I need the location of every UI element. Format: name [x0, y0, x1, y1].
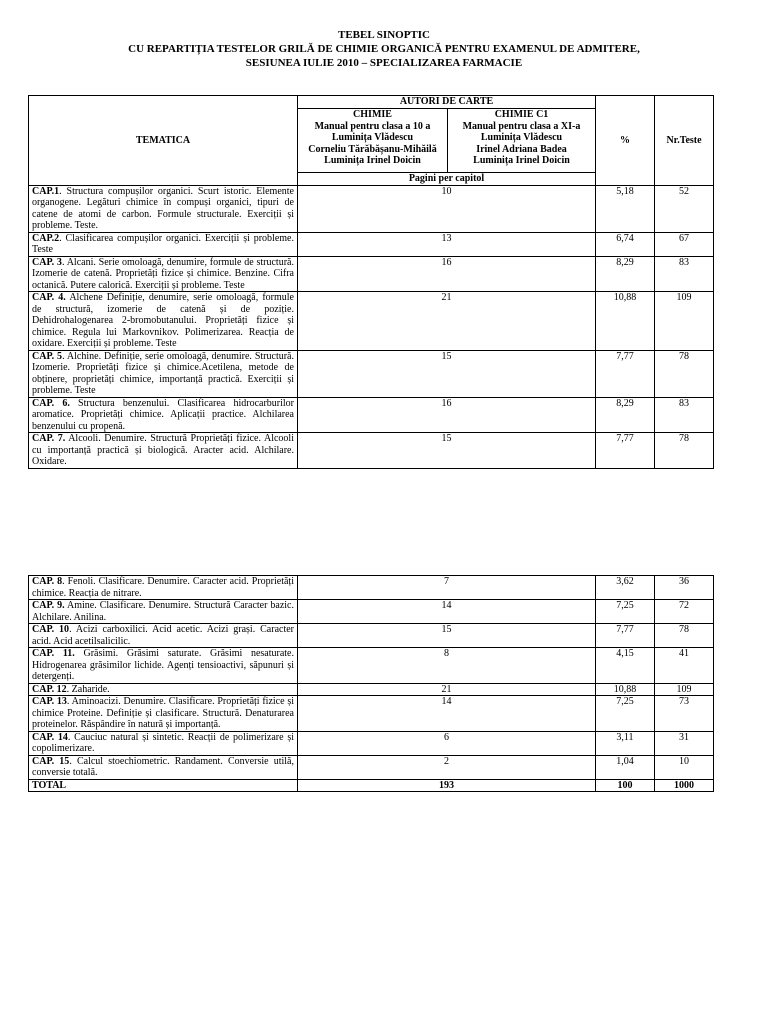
chapter-percent: 1,04	[596, 755, 655, 779]
table-row	[29, 731, 714, 755]
table-row	[29, 256, 714, 292]
chapter-description: . Aminoacizi. Denumire. Clasificare. Proprietăți fizice și chimice Proteine. Definiție și clasificare. Structură. Denaturarea proteinelor. Răspândire în natură și importanță.	[32, 696, 294, 730]
chapter-topic	[29, 256, 298, 292]
table-row	[29, 696, 714, 732]
chapter-topic	[29, 755, 298, 779]
chapter-description: Grăsimi. Grăsimi saturate. Grăsimi nesaturate. Hidrogenarea grăsimilor lichide. Agenți tensioactivi, săpunuri și detergenți.	[32, 648, 294, 682]
header-book-1	[298, 109, 448, 173]
chapter-percent: 8,29	[596, 256, 655, 292]
chapter-percent: 7,77	[596, 624, 655, 648]
book2-title: CHIMIE C1	[494, 109, 549, 120]
chapter-number: CAP. 9.	[32, 600, 65, 611]
table-row	[29, 648, 714, 684]
chapter-pages: 8	[298, 648, 596, 684]
chapter-tests: 109	[655, 292, 714, 351]
table-row	[29, 350, 714, 397]
table-row	[29, 683, 714, 696]
book1-author-2: Corneliu Tărăbășanu-Mihăilă	[308, 143, 437, 155]
chapter-number: CAP. 10	[32, 624, 70, 635]
total-label: TOTAL	[29, 779, 298, 792]
table-row	[29, 292, 714, 351]
chapter-description: Alchene Definiție, denumire, serie omoloagă, formule de structură, izomerie de catenă și de poziție. Dehidrohalogenarea 2-bromobutanului. Proprietăți fizice și chimice. Regula lui Markovnikov. Polimerizarea. Reacția de oxidare. Exerciții și probleme. Teste	[32, 292, 294, 349]
chapter-description: . Cauciuc natural și sintetic. Reacții de polimerizare și copolimerizare.	[32, 731, 294, 754]
chapter-topic	[29, 350, 298, 397]
chapter-number: CAP. 6.	[32, 397, 70, 409]
chapter-description: . Fenoli. Clasificare. Denumire. Caracter acid. Proprietăți chimice. Reacția de nitrare.	[32, 576, 294, 599]
chapter-tests: 73	[655, 696, 714, 732]
title-line-1: TEBEL SINOPTIC	[337, 29, 430, 41]
chapter-pages: 15	[298, 350, 596, 397]
chapter-pages: 15	[298, 433, 596, 469]
chapter-tests: 67	[655, 232, 714, 256]
chapter-pages: 14	[298, 600, 596, 624]
chapter-description: Amine. Clasificare. Denumire. Structură Caracter bazic. Alchilare. Anilina.	[32, 600, 294, 623]
table-row	[29, 576, 714, 600]
table-row	[29, 397, 714, 433]
chapter-number: CAP. 11.	[32, 648, 75, 659]
total-percent: 100	[596, 779, 655, 792]
chapter-topic	[29, 185, 298, 232]
book2-subtitle: Manual pentru clasa a XI-a	[462, 120, 581, 132]
table-row	[29, 433, 714, 469]
chapter-tests: 109	[655, 683, 714, 696]
chapter-description: Alcooli. Denumire. Structură Proprietăți fizice. Alcooli cu importanță practică și biologică. Aracter acid. Alchilare. Oxidare.	[32, 433, 294, 467]
chapter-tests: 78	[655, 624, 714, 648]
book1-author-1: Luminița Vlădescu	[331, 132, 414, 143]
chapter-pages: 14	[298, 696, 596, 732]
header-book-2	[448, 109, 596, 173]
chapter-number: CAP.1	[32, 185, 60, 197]
table-row	[29, 185, 714, 232]
chapter-percent: 6,74	[596, 232, 655, 256]
chapter-tests: 52	[655, 185, 714, 232]
chapter-percent: 10,88	[596, 292, 655, 351]
chapter-number: CAP. 13	[32, 696, 67, 707]
chapter-percent: 7,25	[596, 600, 655, 624]
total-tests: 1000	[655, 779, 714, 792]
chapter-number: CAP. 3	[32, 256, 62, 268]
chapter-topic	[29, 648, 298, 684]
chapter-pages: 6	[298, 731, 596, 755]
book1-title: CHIMIE	[353, 109, 392, 120]
chapter-percent: 10,88	[596, 683, 655, 696]
chapter-number: CAP.2	[32, 232, 60, 244]
chapter-pages: 21	[298, 683, 596, 696]
synoptic-table-part-2	[28, 575, 714, 792]
book2-author-2: Irinel Adriana Badea	[476, 143, 567, 155]
chapter-percent: 5,18	[596, 185, 655, 232]
chapter-tests: 10	[655, 755, 714, 779]
chapter-tests: 36	[655, 576, 714, 600]
chapter-tests: 41	[655, 648, 714, 684]
chapter-number: CAP. 8	[32, 576, 63, 587]
chapter-pages: 2	[298, 755, 596, 779]
chapter-number: CAP. 14	[32, 731, 68, 743]
chapter-tests: 31	[655, 731, 714, 755]
header-percent: %	[596, 96, 655, 186]
chapter-number: CAP. 7.	[32, 433, 66, 444]
chapter-topic	[29, 292, 298, 351]
chapter-pages: 13	[298, 232, 596, 256]
chapter-topic	[29, 696, 298, 732]
chapter-topic	[29, 731, 298, 755]
chapter-percent: 3,62	[596, 576, 655, 600]
chapter-topic	[29, 624, 298, 648]
synoptic-table-part-1	[28, 95, 714, 469]
chapter-tests: 78	[655, 350, 714, 397]
total-row	[29, 779, 714, 792]
chapter-percent: 7,77	[596, 350, 655, 397]
chapter-tests: 83	[655, 397, 714, 433]
chapter-pages: 16	[298, 397, 596, 433]
chapter-percent: 8,29	[596, 397, 655, 433]
chapter-tests: 83	[655, 256, 714, 292]
table-row	[29, 600, 714, 624]
document-title	[0, 28, 768, 70]
book2-author-3: Luminița Irinel Doicin	[473, 155, 570, 166]
chapter-description: . Alcani. Serie omoloagă, denumire, formule de structură. Izomerie de catenă. Proprietăți fizice și chimice. Benzine. Cifra octanică. Putere calorică. Exerciții și probleme. Teste	[32, 256, 294, 291]
chapter-percent: 3,11	[596, 731, 655, 755]
book2-author-1: Luminița Vlădescu	[480, 132, 563, 143]
chapter-description: . Calcul stoechiometric. Randament. Conversie utilă, conversie totală.	[32, 755, 294, 778]
header-nr-teste: Nr.Teste	[655, 96, 714, 186]
chapter-tests: 78	[655, 433, 714, 469]
chapter-description: . Acizi carboxilici. Acid acetic. Acizi grași. Caracter acid. Acid acetilsalicilic.	[32, 624, 294, 647]
chapter-topic	[29, 397, 298, 433]
chapter-description: Structura benzenului. Clasificarea hidrocarburilor aromatice. Proprietăți chimice. Aplicații practice. Alchilarea benzenului cu propenă.	[32, 397, 294, 432]
header-tematica: TEMATICA	[29, 96, 298, 186]
chapter-number: CAP. 12	[32, 683, 67, 695]
chapter-topic	[29, 232, 298, 256]
header-pagini: Pagini per capitol	[298, 173, 596, 186]
chapter-percent: 4,15	[596, 648, 655, 684]
chapter-description: . Structura compușilor organici. Scurt istoric. Elemente organogene. Legături chimice în compuși organici, tipuri de catene de atomi de carbon. Formule structurale. Exerciții și probleme. Teste.	[32, 185, 294, 231]
chapter-description: . Zaharide.	[66, 683, 110, 695]
table-row	[29, 232, 714, 256]
total-pages: 193	[298, 779, 596, 792]
chapter-topic	[29, 600, 298, 624]
chapter-pages: 21	[298, 292, 596, 351]
chapter-description: . Clasificarea compușilor organici. Exerciții și probleme. Teste	[32, 232, 294, 255]
chapter-percent: 7,25	[596, 696, 655, 732]
chapter-tests: 72	[655, 600, 714, 624]
table-row	[29, 624, 714, 648]
chapter-number: CAP. 5	[32, 350, 63, 362]
chapter-number: CAP. 15	[32, 755, 70, 767]
chapter-pages: 15	[298, 624, 596, 648]
book1-author-3: Luminița Irinel Doicin	[324, 155, 421, 166]
title-line-2: CU REPARTIȚIA TESTELOR GRILĂ DE CHIMIE ORGANICĂ PENTRU EXAMENUL DE ADMITERE,	[128, 43, 640, 55]
chapter-number: CAP. 4.	[32, 292, 66, 303]
chapter-pages: 7	[298, 576, 596, 600]
chapter-topic	[29, 433, 298, 469]
title-line-3: SESIUNEA IULIE 2010 – SPECIALIZAREA FARMACIE	[245, 57, 523, 69]
chapter-percent: 7,77	[596, 433, 655, 469]
table-row	[29, 755, 714, 779]
chapter-topic	[29, 576, 298, 600]
chapter-pages: 16	[298, 256, 596, 292]
chapter-pages: 10	[298, 185, 596, 232]
book1-subtitle: Manual pentru clasa a 10 a	[314, 120, 431, 132]
header-autori: AUTORI DE CARTE	[298, 96, 596, 109]
chapter-description: . Alchine. Definiție, serie omoloagă, denumire. Structură. Izomerie. Proprietăți fizice și chimice.Acetilena, metode de obținere, proprietăți chimice, importanță practică. Exerciții și probleme. Teste	[32, 350, 294, 396]
chapter-topic	[29, 683, 298, 696]
